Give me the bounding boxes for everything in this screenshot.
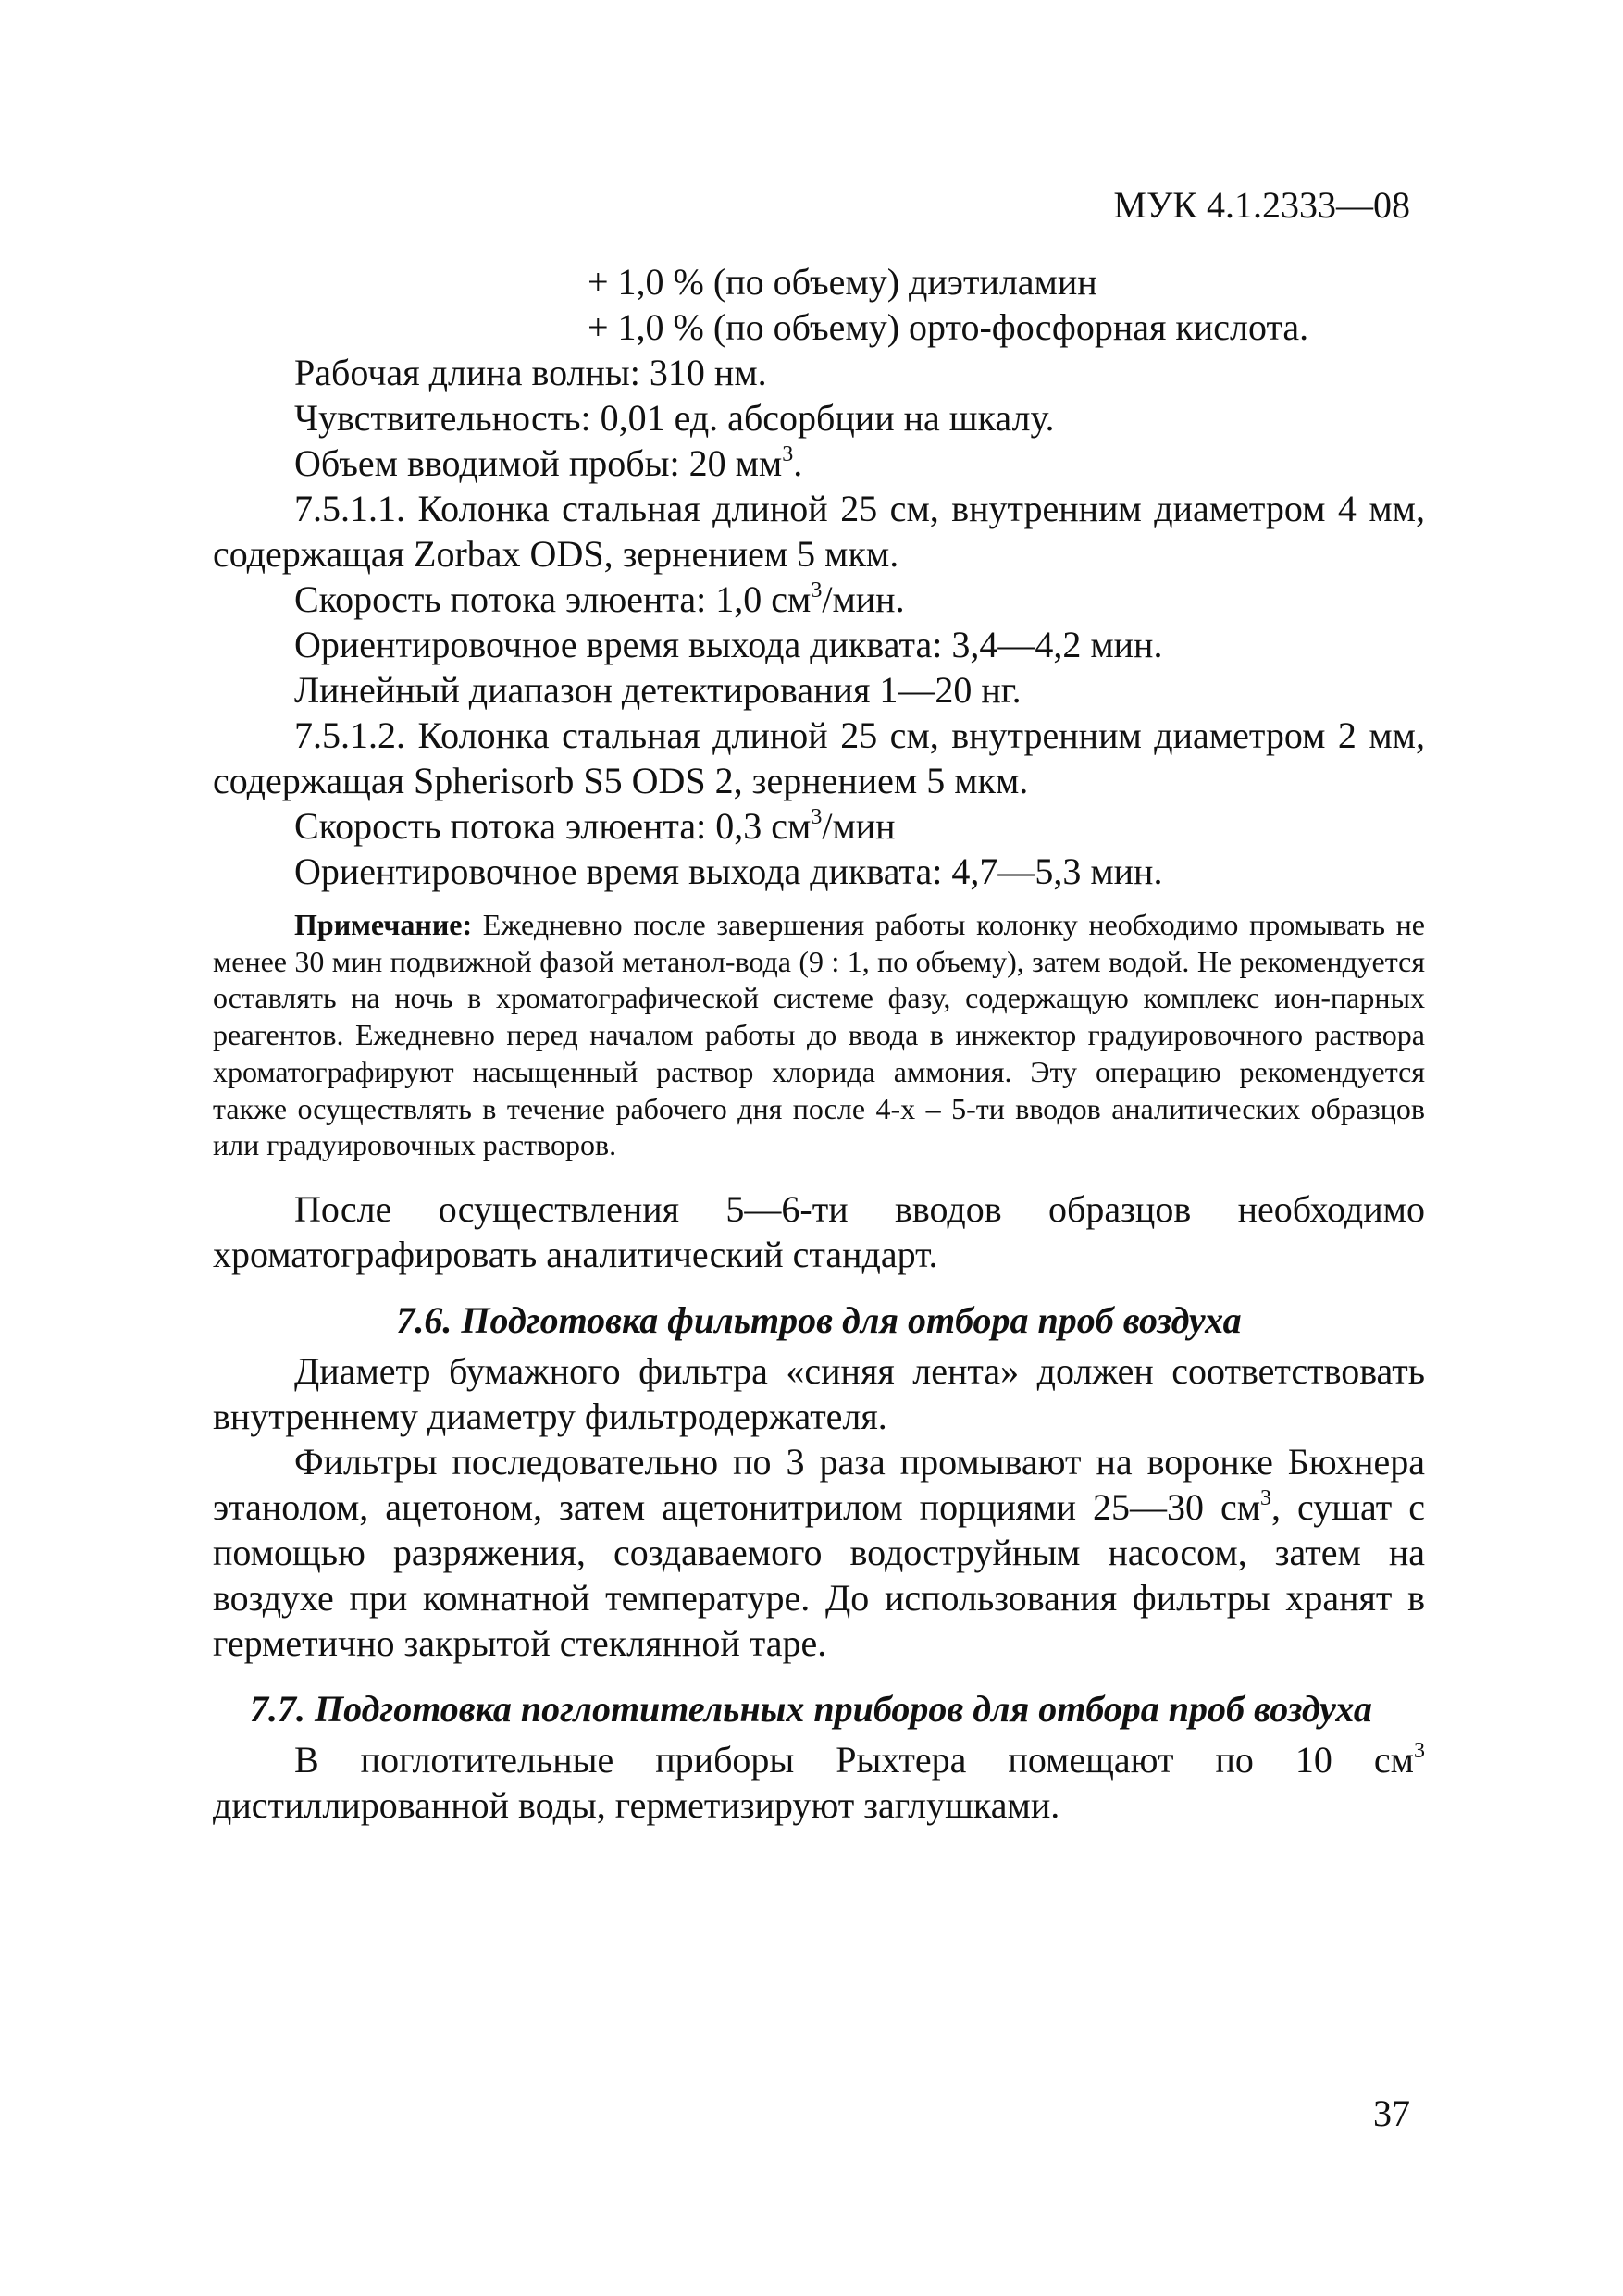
- superscript: 3: [1414, 1738, 1425, 1763]
- page-number: 37: [1373, 2092, 1410, 2134]
- superscript: 3: [811, 805, 823, 829]
- flow-rate-2-unit: /мин: [822, 805, 896, 847]
- section-7-7-heading: 7.7. Подготовка поглотительных приборов для отбора проб воздуха: [250, 1687, 1372, 1730]
- section-7-6-paragraph-2-rest: , сушат с помощью разряжения, создаваемого водоструйным насосом, затем на воздухе при комнатной температуре. До использования фильтры хранят в герметично закрытой стеклянной таре.: [213, 1485, 1425, 1664]
- note-text: Ежедневно после завершения работы колонку необходимо промывать не менее 30 мин подвижной фазой метанол-вода (9 : 1, по объему), затем водой. Не рекомендуется оставлять на ночь в хроматографической системе фазу, содержащую комплекс ион-парных реагентов. Ежедневно перед началом работы до ввода в инжектор градуировочного раствора хроматографируют насыщенный раствор хлорида аммония. Эту операцию рекомендуется также осуществлять в течение рабочего дня после 4-х – 5-ти вводов аналитических образцов или градуировочных растворов.: [213, 908, 1425, 1162]
- retention-time-1-line: Ориентировочное время выхода диквата: 3,4—4,2 мин.: [294, 624, 1163, 665]
- flow-rate-2-line: [213, 803, 1425, 849]
- flow-rate-1-text: Скорость потока элюента: 1,0 см: [294, 578, 812, 620]
- flow-rate-1-unit: /мин.: [822, 578, 905, 620]
- eluent-component-1: + 1,0 % (по объему) диэтиламин: [588, 261, 1097, 303]
- superscript: 3: [782, 442, 794, 466]
- column-1-paragraph: 7.5.1.1. Колонка стальная длиной 25 см, внутренним диаметром 4 мм, содержащая Zorbax ODS, зернением 5 мкм.: [213, 488, 1425, 575]
- sensitivity-line: Чувствительность: 0,01 ед. абсорбции на шкалу.: [294, 397, 1055, 439]
- section-7-6-paragraph-2-text: Фильтры последовательно по 3 раза промывают на воронке Бюхнера этанолом, ацетоном, затем ацетонитрилом порциями 25—30 см: [213, 1440, 1425, 1528]
- note-paragraph: [213, 907, 1425, 1164]
- injection-volume-end: .: [793, 442, 803, 484]
- retention-time-2-line: Ориентировочное время выхода диквата: 4,7—5,3 мин.: [294, 850, 1163, 892]
- section-7-7-paragraph-1-rest: дистиллированной воды, герметизируют заглушками.: [213, 1783, 1060, 1826]
- page-body: [213, 259, 1425, 1828]
- section-7-7-paragraph-1: [213, 1737, 1425, 1828]
- document-code-header: МУК 4.1.2333—08: [1113, 184, 1410, 226]
- section-7-6-paragraph-2: [213, 1439, 1425, 1666]
- section-7-6-heading: 7.6. Подготовка фильтров для отбора проб воздуха: [396, 1298, 1242, 1341]
- flow-rate-1-line: [213, 577, 1425, 622]
- after-note-paragraph: После осуществления 5—6-ти вводов образцов необходимо хроматографировать аналитический стандарт.: [213, 1187, 1425, 1275]
- superscript: 3: [811, 578, 823, 602]
- wavelength-line: Рабочая длина волны: 310 нм.: [294, 352, 767, 393]
- section-7-6-paragraph-1: Диаметр бумажного фильтра «синяя лента» должен соответствовать внутреннему диаметру фильтродержателя.: [213, 1349, 1425, 1437]
- injection-volume-line: [213, 441, 1425, 486]
- injection-volume-text: Объем вводимой пробы: 20 мм: [294, 442, 783, 484]
- superscript: 3: [1260, 1485, 1272, 1510]
- column-2-paragraph: 7.5.1.2. Колонка стальная длиной 25 см, внутренним диаметром 2 мм, содержащая Spherisorb S5 ODS 2, зернением 5 мкм.: [213, 714, 1425, 801]
- eluent-component-2: + 1,0 % (по объему) орто-фосфорная кислота.: [588, 306, 1309, 348]
- linear-range-line: Линейный диапазон детектирования 1—20 нг.: [294, 669, 1022, 711]
- note-label: Примечание:: [294, 908, 473, 941]
- flow-rate-2-text: Скорость потока элюента: 0,3 см: [294, 805, 812, 847]
- section-7-7-paragraph-1-text: В поглотительные приборы Рыхтера помещают по 10 см: [294, 1738, 1414, 1781]
